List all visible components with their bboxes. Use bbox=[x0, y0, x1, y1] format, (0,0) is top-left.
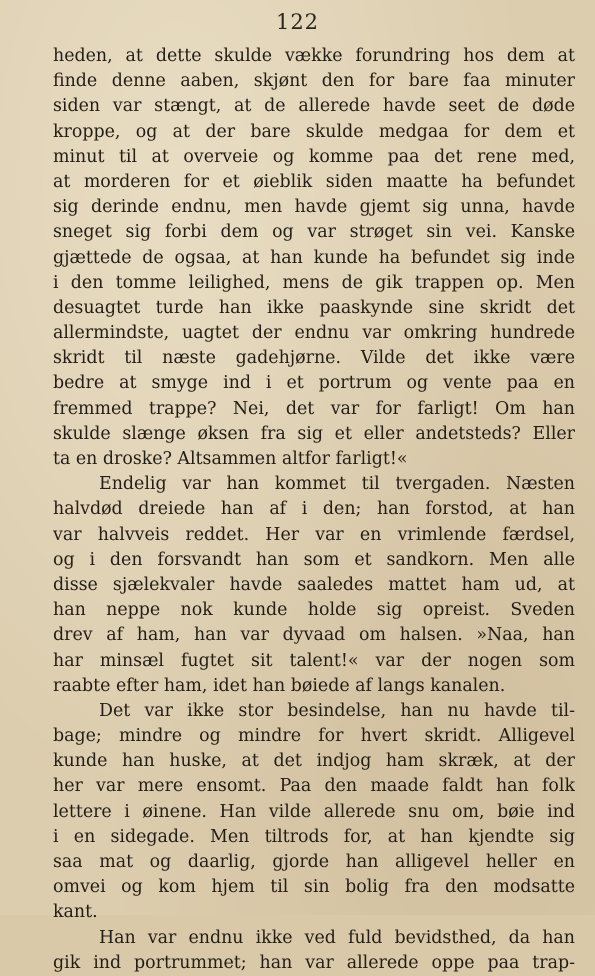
text-line: kant. bbox=[53, 902, 98, 923]
text-line: han neppe nok kunde holde sig opreist. Sveden bbox=[53, 600, 575, 621]
text-line: omvei og kom hjem til sin bolig fra den modsatte bbox=[53, 877, 575, 898]
text-line: gjættede de ogsaa, at han kunde ha befundet sig inde bbox=[53, 247, 575, 268]
text-line: Det var ikke stor besindelse, han nu havde til- bbox=[99, 700, 575, 721]
text-line: allermindste, uagtet der endnu var omkring hundrede bbox=[53, 323, 575, 344]
text-line: at morderen for et øieblik siden maatte ha befundet bbox=[53, 171, 575, 192]
text-line: har minsæl fugtet sit talent!« var der nogen som bbox=[53, 650, 575, 671]
text-line: minut til at overveie og komme paa det rene med, bbox=[53, 146, 575, 167]
text-line: siden var stængt, at de allerede havde seet de døde bbox=[53, 96, 575, 117]
text-line: kroppe, og at der bare skulde medgaa for dem et bbox=[53, 121, 575, 142]
text-line: her var mere ensomt. Paa den maade faldt han folk bbox=[53, 776, 575, 797]
text-line: og i den forsvandt han som et sandkorn. Men alle bbox=[53, 549, 575, 570]
text-line: skulde slænge øksen fra sig et eller andetsteds? Eller bbox=[53, 423, 575, 444]
text-line: Han var endnu ikke ved fuld bevidsthed, da han bbox=[99, 927, 575, 948]
text-line: var halvveis reddet. Her var en vrimlende færdsel, bbox=[53, 524, 575, 545]
text-line: raabte efter ham, idet han bøiede af langs kanalen. bbox=[53, 675, 506, 696]
text-line: fremmed trappe? Nei, det var for farligt! Om han bbox=[53, 398, 575, 419]
text-line: drev af ham, han var dyvaad om halsen. »Naa, han bbox=[53, 625, 575, 646]
text-line: Endelig var han kommet til tvergaden. Næsten bbox=[99, 474, 575, 495]
text-line: finde denne aaben, skjønt den for bare faa minuter bbox=[53, 71, 575, 92]
text-line: i den tomme leilighed, mens de gik trappen op. Men bbox=[53, 272, 575, 293]
text-line: saa mat og daarlig, gjorde han alligevel heller en bbox=[53, 852, 575, 872]
text-line: bage; mindre og mindre for hvert skridt. Alligevel bbox=[53, 726, 575, 747]
text-line: i en sidegade. Men tiltrods for, at han kjendte sig bbox=[53, 826, 575, 847]
text-line: lettere i øinene. Han vilde allerede snu om, bøie ind bbox=[53, 801, 575, 822]
text-line: gik ind portrummet; han var allerede oppe paa trap- bbox=[53, 952, 575, 973]
text-line: kunde han huske, at det indjog ham skræk, at der bbox=[53, 751, 575, 772]
text-line: halvdød dreiede han af i den; han forstod, at han bbox=[53, 499, 575, 520]
text-line: desuagtet turde han ikke paaskynde sine skridt det bbox=[53, 297, 575, 318]
text-line: disse sjælekvaler havde saaledes mattet ham ud, at bbox=[53, 574, 575, 595]
text-line: sig derinde endnu, men havde gjemt sig unna, havde bbox=[53, 197, 575, 218]
text-line: bedre at smyge ind i et portrum og vente paa en bbox=[53, 373, 575, 394]
text-line: heden, at dette skulde vække forundring hos dem at bbox=[53, 46, 575, 66]
text-line: ta en droske? Altsammen altfor farligt!« bbox=[53, 449, 408, 469]
text-line: sneget sig forbi dem og var strøget sin vei. Kanske bbox=[53, 222, 575, 243]
page-number: 122 bbox=[275, 10, 320, 34]
text-line: skridt til næste gadehjørne. Vilde det ikke være bbox=[53, 348, 575, 369]
body-text bbox=[53, 44, 575, 976]
